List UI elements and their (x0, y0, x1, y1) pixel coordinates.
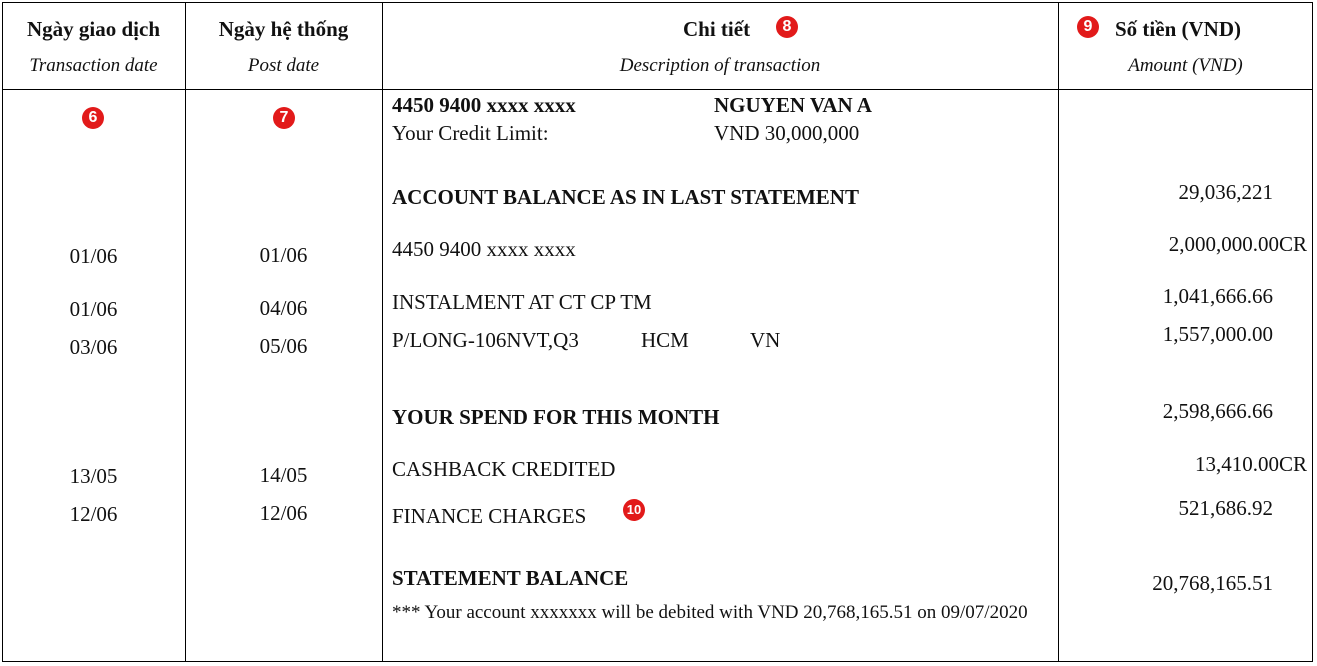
row-post-date: 01/06 (259, 243, 308, 267)
row-description: ACCOUNT BALANCE AS IN LAST STATEMENT (392, 185, 859, 209)
row-post-date: 05/06 (259, 334, 308, 358)
row-transaction-date: 12/06 (69, 502, 118, 526)
header-post-date-vi: Ngày hệ thống (218, 17, 349, 41)
column-divider (185, 2, 186, 662)
card-holder-name: NGUYEN VAN A (714, 93, 872, 117)
callout-badge-10: 10 (623, 499, 645, 521)
header-description-en: Description of transaction (619, 55, 821, 76)
debit-note: *** Your account xxxxxxx will be debited with VND 20,768,165.51 on 09/07/2020 (392, 602, 1028, 623)
row-amount: 1,557,000.00 (1162, 322, 1273, 346)
header-transaction-date-vi: Ngày giao dịch (26, 17, 160, 41)
row-amount: 29,036,221 (1178, 180, 1273, 204)
credit-limit-label: Your Credit Limit: (392, 121, 549, 145)
row-post-date: 04/06 (259, 296, 308, 320)
callout-badge-6: 6 (82, 107, 104, 129)
callout-badge-8: 8 (776, 16, 798, 38)
row-amount: 20,768,165.51 (1152, 571, 1273, 595)
column-divider (382, 2, 383, 662)
row-post-date: 12/06 (259, 501, 308, 525)
column-divider (1058, 2, 1059, 662)
row-description-country: VN (750, 328, 781, 352)
row-description: FINANCE CHARGES (392, 504, 587, 528)
row-description: 4450 9400 xxxx xxxx (392, 237, 576, 261)
row-transaction-date: 01/06 (69, 244, 118, 268)
header-amount-vi: Số tiền (VND) (1115, 17, 1241, 41)
header-post-date-en: Post date (247, 55, 320, 76)
row-amount: 2,000,000.00CR (1168, 232, 1307, 256)
header-description-vi: Chi tiết (683, 17, 751, 41)
credit-limit-value: VND 30,000,000 (714, 121, 860, 145)
row-transaction-date: 01/06 (69, 297, 118, 321)
row-description: STATEMENT BALANCE (392, 566, 629, 590)
row-amount: 2,598,666.66 (1162, 399, 1273, 423)
callout-badge-9: 9 (1077, 16, 1099, 38)
row-description-merchant: P/LONG-106NVT,Q3 (392, 328, 579, 352)
row-amount: 521,686.92 (1178, 496, 1273, 520)
header-divider (2, 89, 1313, 90)
header-amount-en: Amount (VND) (1128, 55, 1243, 76)
row-transaction-date: 13/05 (69, 464, 118, 488)
row-amount: 1,041,666.66 (1162, 284, 1273, 308)
row-transaction-date: 03/06 (69, 335, 118, 359)
row-amount: 13,410.00CR (1194, 452, 1307, 476)
row-description: YOUR SPEND FOR THIS MONTH (392, 405, 720, 429)
row-description: INSTALMENT AT CT CP TM (392, 290, 652, 314)
row-post-date: 14/05 (259, 463, 308, 487)
row-description-city: HCM (641, 328, 689, 352)
header-transaction-date-en: Transaction date (29, 55, 158, 76)
callout-badge-7: 7 (273, 107, 295, 129)
row-description: CASHBACK CREDITED (392, 457, 616, 481)
card-number: 4450 9400 xxxx xxxx (392, 93, 576, 117)
